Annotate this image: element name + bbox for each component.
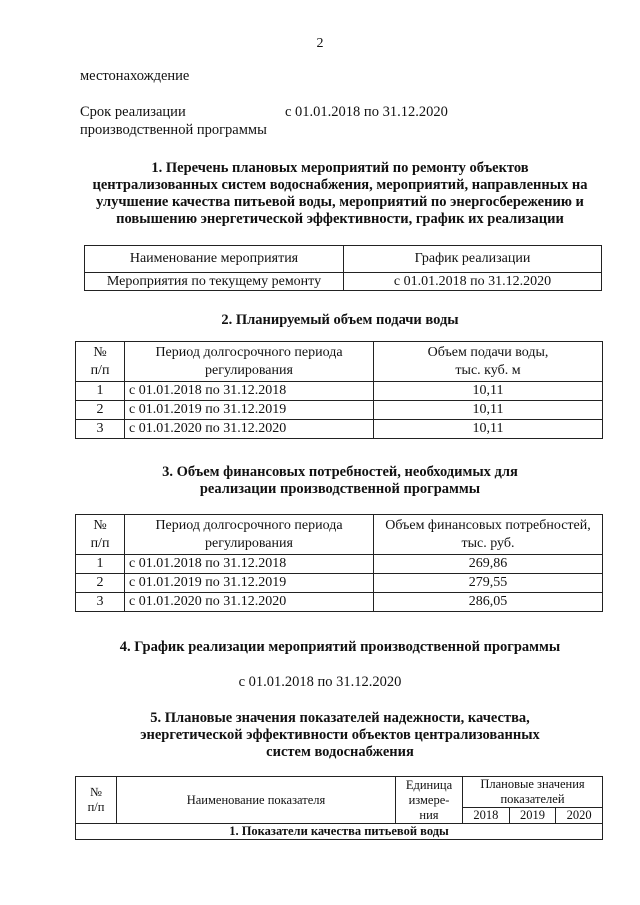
water-header-num-line2: п/п [90,362,110,378]
water-header-period-line1: Период долгосрочного периода [155,344,343,360]
water-row-volume: 10,11 [374,401,603,420]
location-label: местонахождение [80,68,190,84]
water-header-num-line1: № [93,344,107,360]
table-row [76,401,603,420]
activities-header-schedule: График реализации [344,246,602,273]
activities-header-name: Наименование мероприятия [85,246,344,273]
section1-heading-line: повышению энергетической эффективности, график их реализации [116,211,564,227]
finance-row-period: с 01.01.2019 по 31.12.2019 [125,574,374,593]
indicators-header-year: 2018 [463,808,510,824]
indicators-subsection-title: 1. Показатели качества питьевой воды [76,824,603,840]
finance-header-num-line1: № [93,517,107,533]
indicators-header-unit-line3: ния [419,807,439,822]
water-header-volume-line1: Объем подачи воды, [427,344,549,360]
indicators-header-unit-line2: измере- [408,792,450,807]
term-value: с 01.01.2018 по 31.12.2020 [285,104,448,120]
finance-header-period-line2: регулирования [205,535,293,551]
financial-needs-table [75,514,603,612]
indicators-header-name: Наименование показателя [117,777,396,824]
section1-heading-line: 1. Перечень плановых мероприятий по ремонту объектов [151,160,529,176]
section2-heading: 2. Планируемый объем подачи воды [221,312,459,328]
table-row [76,593,603,612]
finance-header-amount-line2: тыс. руб. [461,535,515,551]
indicators-header-num [76,777,117,824]
finance-header-num [76,515,125,555]
finance-header-amount [374,515,603,555]
water-header-period-line2: регулирования [205,362,293,378]
finance-row-num: 1 [76,555,125,574]
section5-heading [60,710,620,761]
water-header-period [125,342,374,382]
finance-header-amount-line1: Объем финансовых потребностей, [385,517,591,533]
water-row-volume: 10,11 [374,382,603,401]
section1-heading-line: централизованных систем водоснабжения, мероприятий, направленных на [92,177,588,193]
water-header-num [76,342,125,382]
water-supply-table [75,341,603,439]
indicators-header-planned-line1: Плановые значения [480,777,585,791]
section1-heading [60,160,620,228]
water-row-period: с 01.01.2018 по 31.12.2018 [125,382,374,401]
table-row [76,420,603,439]
section4-heading: 4. График реализации мероприятий производственной программы [119,639,561,655]
section3-heading-line: реализации производственной программы [199,481,481,497]
section5-heading-line: энергетической эффективности объектов централизованных [140,727,540,743]
finance-header-num-line2: п/п [90,535,110,551]
table-row [76,382,603,401]
indicators-header-num-line1: № [90,785,102,799]
water-row-period: с 01.01.2019 по 31.12.2019 [125,401,374,420]
table-row [76,574,603,593]
water-row-num: 2 [76,401,125,420]
water-header-volume-line2: тыс. куб. м [455,362,521,378]
finance-row-amount: 286,05 [374,593,603,612]
table-row [85,273,602,291]
indicators-header-year: 2020 [556,808,603,824]
section5-heading-line: систем водоснабжения [266,744,414,760]
section3-heading-line: 3. Объем финансовых потребностей, необходимых для [162,464,518,480]
finance-header-period [125,515,374,555]
indicators-header-unit [396,777,463,824]
indicators-header-num-line2: п/п [87,800,105,814]
indicators-header-planned-line2: показателей [500,792,565,806]
activities-table [84,245,602,291]
water-header-volume [374,342,603,382]
page-number: 2 [316,36,324,51]
term-label-line2: производственной программы [80,122,267,138]
finance-row-num: 2 [76,574,125,593]
finance-row-num: 3 [76,593,125,612]
finance-row-period: с 01.01.2018 по 31.12.2018 [125,555,374,574]
section4-value: с 01.01.2018 по 31.12.2020 [238,674,402,690]
finance-row-period: с 01.01.2020 по 31.12.2020 [125,593,374,612]
section5-heading-line: 5. Плановые значения показателей надежности, качества, [150,710,530,726]
indicators-header-planned [463,777,603,808]
water-row-period: с 01.01.2020 по 31.12.2020 [125,420,374,439]
finance-header-period-line1: Период долгосрочного периода [155,517,343,533]
table-row [76,555,603,574]
water-row-volume: 10,11 [374,420,603,439]
indicators-header-unit-line1: Единица [405,777,453,792]
water-row-num: 3 [76,420,125,439]
indicators-header-year: 2019 [509,808,556,824]
section1-heading-line: улучшение качества питьевой воды, мероприятий по энергосбережению и [96,194,584,210]
term-label-line1: Срок реализации [80,104,186,120]
activity-schedule: с 01.01.2018 по 31.12.2020 [344,273,602,291]
section3-heading [60,464,620,498]
finance-row-amount: 269,86 [374,555,603,574]
activity-name: Мероприятия по текущему ремонту [85,273,344,291]
finance-row-amount: 279,55 [374,574,603,593]
water-row-num: 1 [76,382,125,401]
indicators-table [75,776,603,840]
